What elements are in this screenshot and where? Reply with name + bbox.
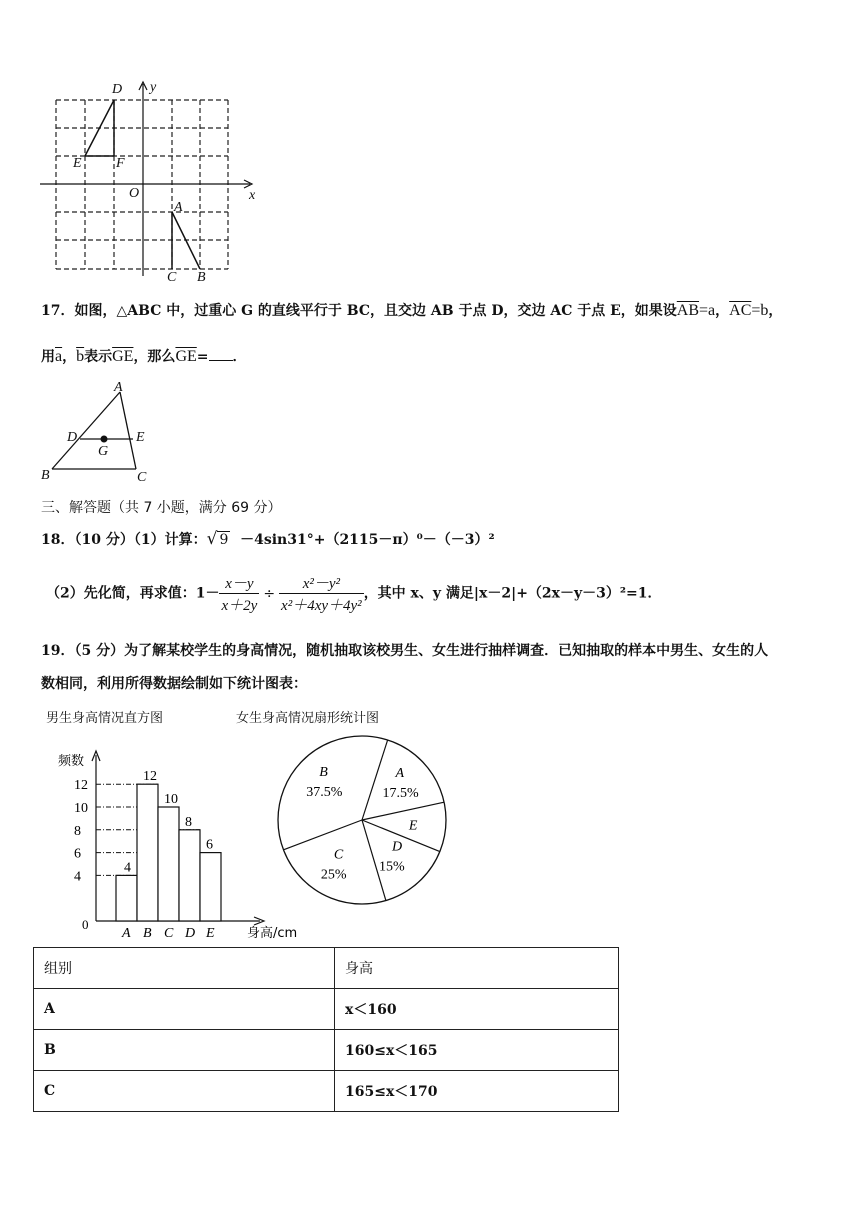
height-group-table [33, 947, 619, 1112]
table-header-height: 身高 [335, 948, 619, 989]
point-label-f: F [116, 156, 125, 171]
comma: ， [715, 303, 730, 319]
category-label: A [122, 926, 131, 941]
y-tick-label: 10 [74, 801, 88, 816]
vector-a-assign: =a [699, 302, 716, 319]
pie-chart-title: 女生身高情况扇形统计图 [236, 711, 380, 726]
histogram-bar [137, 784, 158, 921]
sqrt-argument: 9 [219, 532, 229, 548]
bar-value-label: 8 [185, 814, 192, 830]
table-header-row [34, 948, 619, 989]
origin-label: O [129, 186, 140, 201]
point-label-a: A [174, 200, 183, 215]
coordinate-grid-figure [38, 80, 268, 280]
question-17-line-1 [41, 300, 782, 320]
fraction-2-numerator: x²－y² [279, 572, 364, 594]
table-cell-height: x＜160 [335, 989, 619, 1030]
vector-ge-2: $\overline{GE}$ [175, 348, 197, 365]
histogram-bar [200, 853, 221, 921]
pie-slice-value: 17.5% [382, 785, 419, 801]
table-cell-group: A [34, 989, 335, 1030]
fraction-1-denominator: x＋2y [221, 598, 258, 614]
category-label: E [206, 926, 215, 941]
question-18-part2-prefix: （2）先化简，再求值：1－ [46, 585, 220, 602]
vector-a: $\overline{a}$ [55, 348, 63, 365]
pie-slice-label: E [408, 818, 418, 834]
question-18-part-1 [41, 529, 495, 549]
fraction-1-numerator: x－y [219, 572, 259, 594]
question-18-prefix: 18．（10 分）（1）计算： [41, 532, 207, 548]
pie-slice-value: 37.5% [306, 785, 343, 801]
bar-value-label: 12 [143, 769, 157, 785]
triangle-label-g: G [98, 444, 109, 459]
vector-ge: $\overline{GE}$ [112, 348, 134, 365]
table-cell-group: C [34, 1071, 335, 1112]
text-represent: 表示 [84, 349, 113, 365]
vector-b: $\overline{b}$ [76, 348, 85, 365]
y-tick-label: 12 [74, 778, 88, 794]
fraction-2-denominator: x²＋4xy＋4y² [281, 598, 362, 614]
table-cell-height: 165≤x＜170 [335, 1071, 619, 1112]
question-18-part-2 [46, 572, 662, 615]
y-tick-label: 8 [74, 823, 81, 839]
pie-slice-label: C [333, 847, 344, 863]
table-row [34, 989, 619, 1030]
point-label-d: D [112, 82, 123, 97]
histogram-bar [179, 830, 200, 921]
vector-ab: $\overline{AB}$ [676, 302, 700, 319]
table-cell-group: B [34, 1030, 335, 1071]
table-cell-height: 160≤x＜165 [335, 1030, 619, 1071]
y-tick-label: 4 [74, 869, 81, 885]
question-18-expression: －4sin31°+（2115－π）⁰－（－3）² [240, 532, 495, 548]
histogram-bar [116, 875, 137, 921]
y-axis-label: y [150, 80, 157, 95]
table-row [34, 1030, 619, 1071]
triangle-figure [40, 380, 170, 480]
bar-value-label: 6 [206, 837, 213, 853]
histogram-title: 男生身高情况直方图 [46, 711, 164, 726]
text-then: ，那么 [133, 349, 176, 365]
table-row [34, 1071, 619, 1112]
x-axis-label: 身高/cm [247, 926, 298, 941]
bar-value-label: 10 [164, 792, 178, 807]
pie-slice-value: 15% [379, 859, 405, 875]
comma-2: ， [768, 303, 783, 319]
category-label: B [143, 926, 152, 941]
question-17-text: 17．如图，△ABC 中，过重心 G 的直线平行于 BC，且交边 AB 于点 D，交边 AC 于点 E，如果设 [41, 303, 677, 319]
triangle-label-e: E [136, 430, 145, 445]
triangle-label-a: A [114, 380, 123, 395]
section-3-title: 三、解答题（共 7 小题，满分 69 分） [41, 500, 282, 516]
category-label: C [164, 926, 174, 941]
point-label-e: E [73, 156, 82, 171]
pie-slice-label: A [395, 765, 405, 781]
triangle-label-d: D [67, 430, 78, 445]
point-label-c: C [167, 270, 177, 285]
pie-slice-label: B [319, 765, 328, 781]
answer-blank [209, 360, 233, 361]
x-axis-label: x [249, 188, 256, 203]
female-height-pie-chart [270, 732, 455, 917]
question-19-line-1: 19．（5 分）为了解某校学生的身高情况，随机抽取该校男生、女生进行抽样调查．已知抽取的样本中男生、女生的人 [41, 643, 769, 659]
fraction-2 [279, 572, 364, 615]
fraction-1 [219, 572, 259, 615]
equals-sign: = [196, 349, 209, 365]
sqrt-sign: √ [206, 529, 218, 549]
point-label-b: B [197, 270, 206, 285]
triangle-label-c: C [137, 470, 147, 485]
period: ． [232, 349, 247, 365]
question-17-line-2 [41, 346, 247, 366]
pie-slice-value: 25% [320, 867, 347, 883]
category-label: D [185, 926, 196, 941]
triangle-label-b: B [41, 468, 50, 483]
comma-3: ， [62, 349, 77, 365]
text-use: 用 [41, 349, 55, 365]
y-tick-label: 6 [74, 846, 81, 862]
origin-label: 0 [82, 917, 89, 932]
pie-slice-label: D [392, 839, 403, 855]
y-axis-label: 频数 [58, 754, 85, 769]
question-18-condition: ，其中 x、y 满足|x－2|+（2x－y－3）²=1． [363, 585, 662, 602]
vector-b-assign: =b [751, 302, 769, 319]
table-header-group: 组别 [34, 948, 335, 989]
histogram-bar [158, 807, 179, 921]
vector-ac: $\overline{AC}$ [729, 302, 752, 319]
bar-value-label: 4 [124, 860, 131, 876]
question-19-line-2: 数相同，利用所得数据绘制如下统计图表： [41, 676, 307, 692]
divide-sign: ÷ [263, 585, 276, 602]
